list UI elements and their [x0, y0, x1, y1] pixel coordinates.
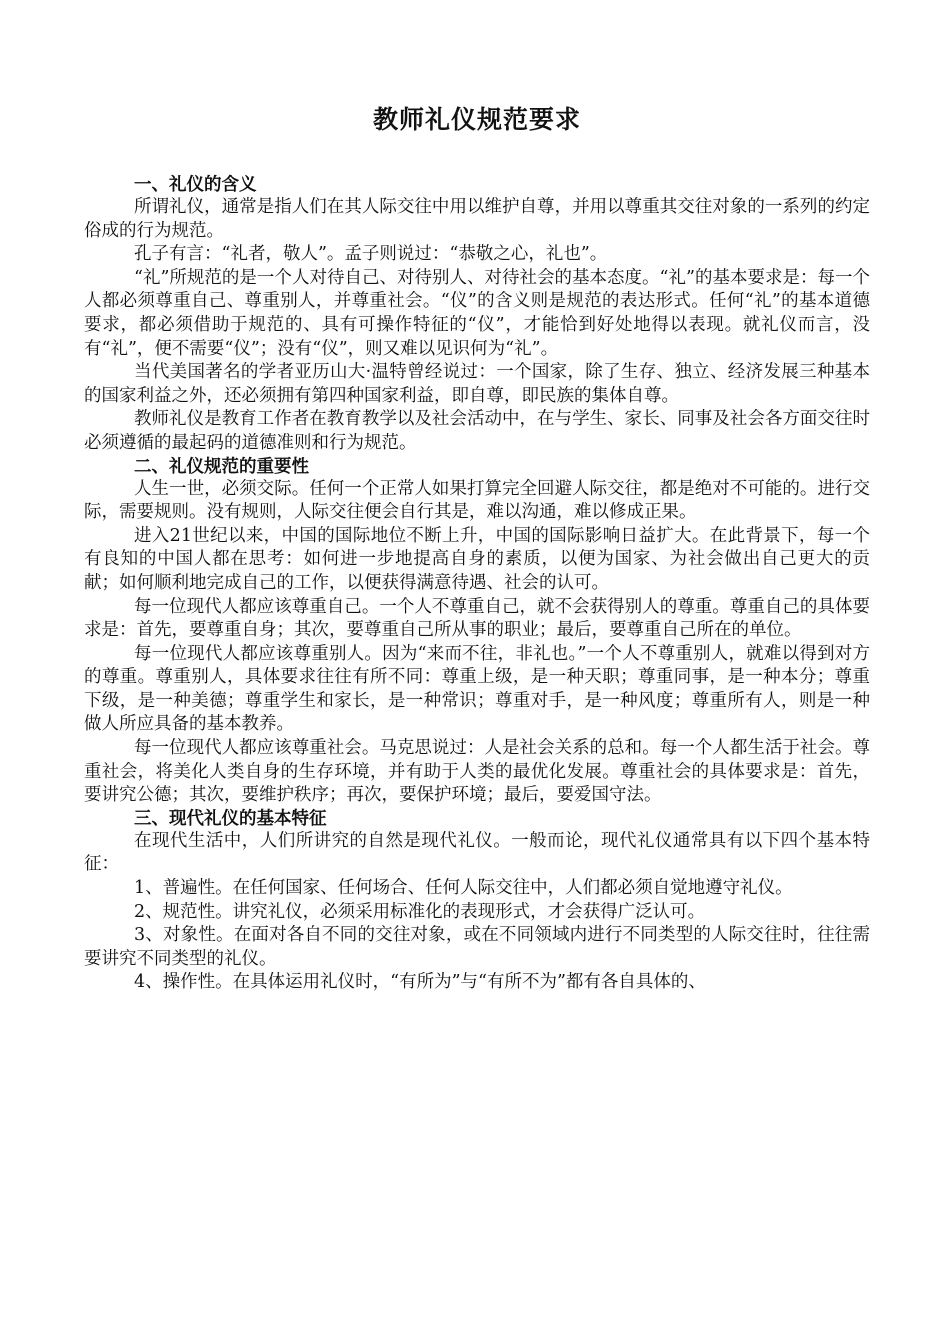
- document-page: [84, 100, 870, 995]
- paragraph: 3、对象性。在面对各自不同的交往对象，或在不同领域内进行不同类型的人际交往时，往往需要讲究不同类型的礼仪。: [84, 925, 870, 969]
- section-3: [84, 808, 870, 995]
- paragraph: 当代美国著名的学者亚历山大·温特曾经说过：一个国家，除了生存、独立、经济发展三种基本的国家利益之外，还必须拥有第四种国家利益，即自尊，即民族的集体自尊。: [84, 362, 870, 406]
- paragraph: 每一位现代人都应该尊重社会。马克思说过：人是社会关系的总和。每一个人都生活于社会。尊重社会，将美化人类自身的生存环境，并有助于人类的最优化发展。尊重社会的具体要求是：首先，要讲究公德；其次，要维护秩序；再次，要保护环境；最后，要爱国守法。: [84, 738, 870, 806]
- paragraph: 进入21世纪以来，中国的国际地位不断上升，中国的国际影响日益扩大。在此背景下，每一个有良知的中国人都在思考：如何进一步地提高自身的素质，以便为国家、为社会做出自己更大的贡献；如何顺利地完成自己的工作，以便获得满意待遇、社会的认可。: [84, 525, 870, 593]
- section-heading: 一、礼仪的含义: [134, 175, 257, 195]
- paragraph: 4、操作性。在具体运用礼仪时，“有所为”与“有所不为”都有各自具体的、: [134, 972, 706, 993]
- document-title: 教师礼仪规范要求: [372, 105, 581, 134]
- paragraph: 在现代生活中，人们所讲究的自然是现代礼仪。一般而论，现代礼仪通常具有以下四个基本特征：: [84, 830, 870, 875]
- paragraph: 教师礼仪是教育工作者在教育教学以及社会活动中，在与学生、家长、同事及社会各方面交往时必须遵循的最起码的道德准则和行为规范。: [84, 409, 870, 453]
- paragraph: 孔子有言：“礼者，敬人”。孟子则说过：“恭敬之心，礼也”。: [134, 244, 608, 265]
- paragraph: “礼”所规范的是一个人对待自己、对待别人、对待社会的基本态度。“礼”的基本要求是：每一个人都必须尊重自己、尊重别人，并尊重社会。“仪”的含义则是规范的表达形式。任何“礼”的基本道德要求，都必须借助于规范的、具有可操作特征的“仪”，才能恰到好处地得以表现。就礼仪而言，没有“礼”，便不需要“仪”；没有“仪”，则又难以见识何为“礼”。: [84, 267, 870, 359]
- paragraph: 每一位现代人都应该尊重自己。一个人不尊重自己，就不会获得别人的尊重。尊重自己的具体要求是：首先，要尊重自身；其次，要尊重自己所从事的职业；最后，要尊重自己所在的单位。: [84, 596, 870, 641]
- paragraph: 每一位现代人都应该尊重别人。因为“来而不往，非礼也。”一个人不尊重别人，就难以得到对方的尊重。尊重别人，具体要求往往有所不同：尊重上级，是一种天职；尊重同事，是一种本分；尊重下级，是一种美德；尊重学生和家长，是一种常识；尊重对手，是一种风度；尊重所有人，则是一种做人所应具备的基本教养。: [84, 643, 870, 735]
- section-heading: 三、现代礼仪的基本特征: [134, 808, 327, 829]
- section-heading: 二、礼仪规范的重要性: [134, 456, 309, 477]
- section-2: [84, 456, 870, 808]
- paragraph: 所谓礼仪，通常是指人们在其人际交往中用以维护自尊，并用以尊重其交往对象的一系列的约定俗成的行为规范。: [84, 197, 870, 241]
- section-1: [84, 174, 870, 456]
- paragraph: 2、规范性。讲究礼仪，必须采用标准化的表现形式，才会获得广泛认可。: [134, 901, 706, 922]
- paragraph: 1、普遍性。在任何国家、任何场合、任何人际交往中，人们都必须自觉地遵守礼仪。: [134, 878, 793, 899]
- paragraph: 人生一世，必须交际。任何一个正常人如果打算完全回避人际交往，都是绝对不可能的。进行交际，需要规则。没有规则，人际交往便会自行其是，难以沟通，难以修成正果。: [84, 478, 870, 523]
